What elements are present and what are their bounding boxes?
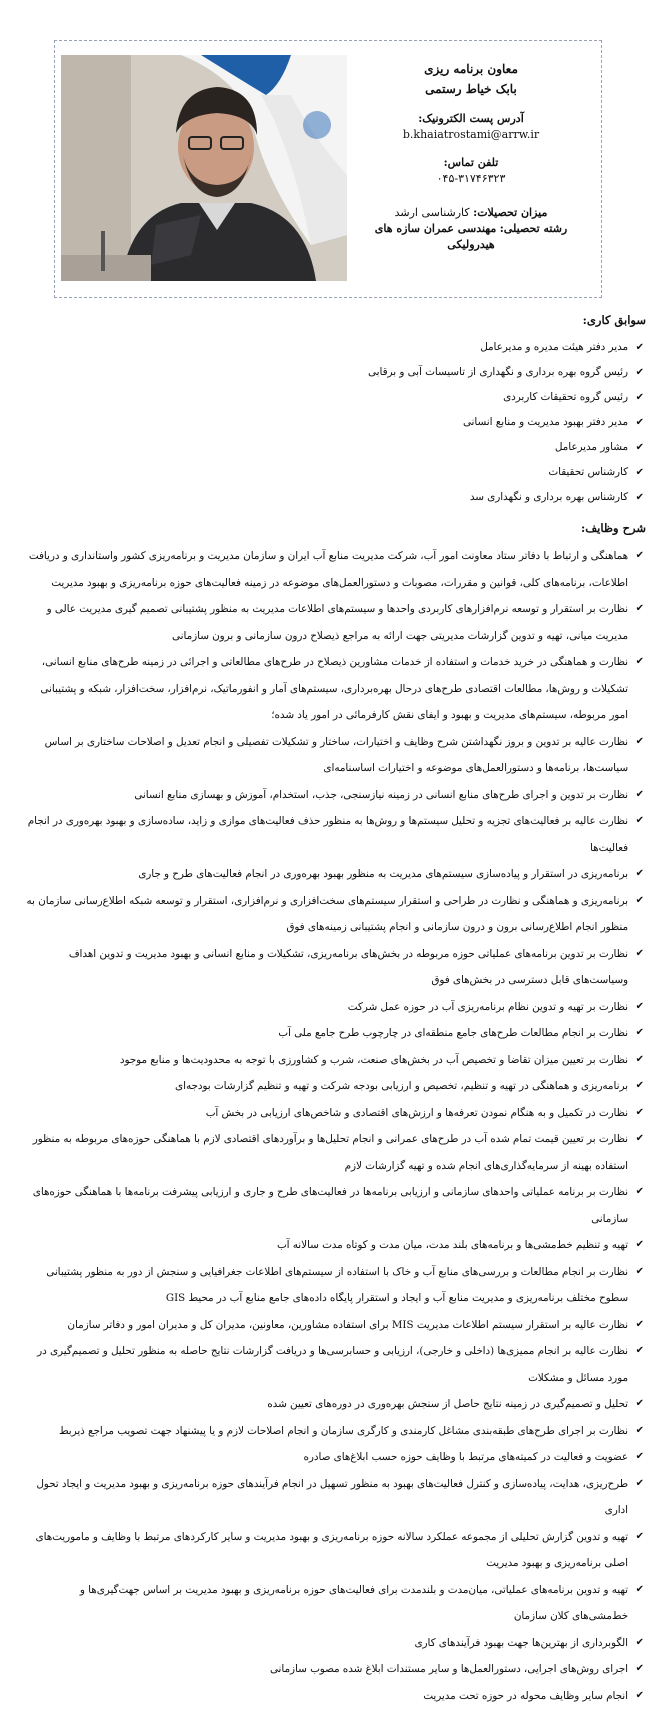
check-icon: ✔ [636,1444,644,1471]
list-item [24,941,644,994]
check-icon: ✔ [636,861,644,888]
list-item-text: نظارت بر تهیه و تدوین نظام برنامه‌ریزی آب در حوزه عمل شرکت [348,1001,628,1013]
list-item-text: نظارت بر استقرار و توسعه نرم‌افزارهای کاربردی واحدها و سیستم‌های اطلاعات مدیریت به منظور پشتیبانی تصمیم گیری مدیریت عالی و مدیریت میانی، تهیه و تدوین گزارشات مدیریتی جهت ارائه به مراجع ذیصلاح درون سازمانی و برون سازمانی [47,603,628,642]
list-item-text: نظارت عالیه بر استقرار سیستم اطلاعات مدیریت MIS برای استفاده مشاورین، معاونین، مدیران کل و مدیران امور و دفاتر سازمان [67,1319,628,1331]
check-icon: ✔ [636,941,644,968]
list-item-text: مدیر دفتر بهبود مدیریت و منابع انسانی [463,416,628,428]
check-icon: ✔ [636,1073,644,1100]
list-item [24,1179,644,1232]
check-icon: ✔ [636,360,644,385]
list-item-text: نظارت بر تعیین قیمت تمام شده آب در طرح‌های عمرانی و انجام تحلیل‌ها و برآوردهای اقتصادی لازم با هماهنگی حوزه‌های مربوطه به منظور استفاده بهینه از سرمایه‌گذاری‌های انجام شده و تهیه گزارشات لازم [33,1133,628,1172]
check-icon: ✔ [636,1126,644,1153]
list-item-text: اجرای روش‌های اجرایی، دستورالعمل‌ها و سایر مستندات ابلاغ شده مصوب سازمانی [270,1663,628,1675]
list-item [24,1418,644,1445]
list-item [24,360,644,385]
list-item [24,385,644,410]
position-title: معاون برنامه ریزی [351,59,591,79]
list-item-text: نظارت عالیه بر انجام ممیزی‌ها (داخلی و خارجی)، ارزیابی و حسابرسی‌ها و دریافت گزارشات نتایج حاصله به منظور تحلیل و تصمیم‌گیری در مورد مسائل و مشکلات [37,1345,628,1384]
list-item [24,861,644,888]
check-icon: ✔ [636,410,644,435]
list-item [24,335,644,360]
check-icon: ✔ [636,1577,644,1604]
education-level-label: میزان تحصیلات: [473,206,547,219]
list-item [24,782,644,809]
list-item-text: نظارت بر تدوین برنامه‌های عملیاتی حوزه مربوطه در بخش‌های برنامه‌ریزی، تشکیلات و منابع انسانی و بهبود مدیریت و تدوین اهداف وسیاست‌های قابل دسترسی در بخش‌های فوق [69,948,628,987]
list-item [24,1232,644,1259]
list-item-text: الگوبرداری از بهترین‌ها جهت بهبود فرآیندهای کاری [414,1637,628,1649]
list-item-text: رئیس گروه بهره برداری و نگهداری از تاسیسات آبی و برقابی [368,366,628,378]
list-item [24,649,644,729]
list-item-text: مدیر دفتر هیئت مدیره و مدیرعامل [480,341,628,353]
list-item [24,1630,644,1657]
check-icon: ✔ [636,1418,644,1445]
list-item [24,1073,644,1100]
check-icon: ✔ [636,1683,644,1709]
list-item-text: نظارت بر انجام مطالعات طرح‌های جامع منطقه‌ای در چارچوب طرح جامع ملی آب [278,1027,628,1039]
list-item-text: نظارت عالیه بر تدوین و بروز نگهداشتن شرح وظایف و اختیارات، ساختار و تشکیلات تفصیلی و انجام تعدیل و اصلاحات ساختاری بر اساس سیاست‌ها، برنامه‌ها و دستورالعمل‌های موضوعه و اختیارات اساسنامه‌ای [45,736,628,775]
email-address[interactable]: b.khaiatrostami@arrw.ir [351,127,591,143]
duties-heading: شرح وظایف: [581,520,646,536]
check-icon: ✔ [636,1100,644,1127]
list-item-text: نظارت و هماهنگی در خرید خدمات و استفاده از خدمات مشاورین ذیصلاح در طرح‌های مطالعاتی و اجرائی در زمینه طرح‌های منابع انسانی، تشکیلات و روش‌ها، مطالعات اقتصادی طرح‌های درحال بهره‌برداری، سیستم‌های آمار و انفورماتیک، نرم‌افزار، سخت‌افزار، شبکه و پشتیبانی امور مربوطه، سیستم‌های مدیریت و بهبود و ایفای نقش کارفرمائی در امور یاد شده؛ [40,656,628,721]
list-item [24,1524,644,1577]
list-item-text: نظارت عالیه بر فعالیت‌های تجزیه و تحلیل سیستم‌ها و روش‌ها به منظور حذف فعالیت‌های موازی و زاید، ساده‌سازی و بهبود بهره‌وری در انجام فعالیت‌ها [28,815,628,854]
list-item [24,1444,644,1471]
list-item [24,808,644,861]
education-level-row [351,205,591,221]
check-icon: ✔ [636,435,644,460]
list-item-text: طرح‌ریزی، هدایت، پیاده‌سازی و کنترل فعالیت‌های بهبود به منظور تسهیل در انجام فرآیندهای حوزه برنامه‌ریزی و بهبود مدیریت و ایجاد تحول اداری [36,1478,628,1517]
list-item [24,888,644,941]
list-item [24,1656,644,1683]
list-item [24,1312,644,1339]
phone-number: ۰۴۵-۳۱۷۴۶۳۲۳ [351,171,591,187]
list-item [24,543,644,596]
list-item [24,1100,644,1127]
list-item [24,410,644,435]
check-icon: ✔ [636,1656,644,1683]
profile-card [54,40,602,298]
list-item [24,596,644,649]
check-icon: ✔ [636,808,644,835]
list-item-text: تهیه و تدوین برنامه‌های عملیاتی، میان‌مدت و بلندمدت برای فعالیت‌های حوزه برنامه‌ریزی و بهبود مدیریت بر اساس جهت‌گیری‌ها و خط‌مشی‌های کلان سازمان [80,1584,628,1623]
check-icon: ✔ [636,994,644,1021]
check-icon: ✔ [636,1232,644,1259]
experience-heading: سوابق کاری: [583,312,646,328]
check-icon: ✔ [636,460,644,485]
list-item-text: نظارت بر تعیین میزان تقاضا و تخصیص آب در بخش‌های صنعت، شرب و کشاورزی با توجه به محدودیت‌ها و منابع موجود [120,1054,628,1066]
list-item-text: کارشناس بهره برداری و نگهداری سد [470,491,628,503]
email-label: آدرس پست الکترونیک: [351,111,591,127]
list-item [24,1259,644,1312]
list-item-text: نظارت در تکمیل و به هنگام نمودن تعرفه‌ها و ارزش‌های اقتصادی و شاخص‌های ارزیابی در بخش آب [206,1107,628,1119]
check-icon: ✔ [636,1179,644,1206]
check-icon: ✔ [636,335,644,360]
list-item-text: مشاور مدیرعامل [555,441,628,453]
check-icon: ✔ [636,649,644,676]
list-item-text: عضویت و فعالیت در کمیته‌های مرتبط با وظایف حوزه حسب ابلاغ‌های صادره [304,1451,628,1463]
list-item-text: هماهنگی و ارتباط با دفاتر ستاد معاونت امور آب، شرکت مدیریت منابع آب ایران و سازمان مدیریت و برنامه‌ریزی کشور واستانداری و دریافت اطلاعات، برنامه‌های کلی، قوانین و مقررات، مصوبات و دستورالعمل‌های موضوعه در زمینه فعالیت‌های حوزه برنامه‌ریزی و بهبود مدیریت [29,550,628,589]
list-item-text: کارشناس تحقیقات [548,466,628,478]
check-icon: ✔ [636,385,644,410]
check-icon: ✔ [636,782,644,809]
list-item-text: تهیه و تنظیم خط‌مشی‌ها و برنامه‌های بلند مدت، میان مدت و کوتاه مدت سالانه آب [277,1239,628,1251]
list-item [24,729,644,782]
duties-list [24,543,644,1709]
check-icon: ✔ [636,543,644,570]
list-item [24,994,644,1021]
check-icon: ✔ [636,1338,644,1365]
check-icon: ✔ [636,1471,644,1498]
experience-list [24,335,644,510]
list-item-text: برنامه‌ریزی و هماهنگی در تهیه و تنظیم، تخصیص و ارزیابی بودجه شرکت و تهیه و تنظیم گزارشات بودجه‌ای [175,1080,628,1092]
education-level-value: کارشناسی ارشد [395,206,470,219]
list-item [24,1126,644,1179]
check-icon: ✔ [636,1524,644,1551]
list-item-text: تحلیل و تصمیم‌گیری در زمینه نتایج حاصل از سنجش بهره‌وری در دوره‌های تعیین شده [267,1398,628,1410]
check-icon: ✔ [636,1391,644,1418]
list-item [24,1471,644,1524]
check-icon: ✔ [636,596,644,623]
check-icon: ✔ [636,1047,644,1074]
check-icon: ✔ [636,729,644,756]
list-item-text: نظارت بر برنامه عملیاتی واحدهای سازمانی و ارزیابی برنامه‌ها در فعالیت‌های طرح و جاری و ارزیابی پیشرفت برنامه‌ها با هماهنگی حوزه‌های سازمانی [33,1186,628,1225]
check-icon: ✔ [636,1259,644,1286]
check-icon: ✔ [636,888,644,915]
check-icon: ✔ [636,1020,644,1047]
check-icon: ✔ [636,1312,644,1339]
list-item-text: رئیس گروه تحقیقات کاربردی [503,391,628,403]
list-item-text: نظارت بر انجام مطالعات و بررسی‌های منابع آب و خاک با استفاده از سیستم‌های اطلاعات جغرافیایی و سنجش از دور به منظور پشتیبانی سطوح مختلف برنامه‌ریزی و مدیریت منابع آب و ایجاد و استقرار پایگاه داده‌های جامع منابع آب در محیط GIS [46,1266,628,1305]
list-item [24,1391,644,1418]
list-item-text: انجام سایر وظایف محوله در حوزه تحت مدیریت [423,1690,628,1702]
check-icon: ✔ [636,1630,644,1657]
list-item [24,485,644,510]
list-item-text: نظارت بر اجرای طرح‌های طبقه‌بندی مشاغل کارمندی و کارگری سازمان و انجام اصلاحات لازم و یا پیشنهاد جهت تصویب مراجع ذیربط [59,1425,628,1437]
list-item [24,1338,644,1391]
profile-info [351,59,591,253]
list-item-text: نظارت بر تدوین و اجرای طرح‌های منابع انسانی در زمینه نیازسنجی، جذب، استخدام، آموزش و بهسازی منابع انسانی [134,789,628,801]
list-item [24,1683,644,1709]
list-item [24,435,644,460]
list-item [24,1577,644,1630]
check-icon: ✔ [636,485,644,510]
list-item-text: تهیه و تدوین گزارش تحلیلی از مجموعه عملکرد سالانه حوزه برنامه‌ریزی و بهبود مدیریت و سایر کارکردهای مرتبط با وظایف و ماموریت‌های اصلی برنامه‌ریزی و بهبود مدیریت [36,1531,628,1570]
list-item [24,460,644,485]
field-row [351,221,591,253]
list-item [24,1047,644,1074]
portrait-photo [61,55,347,281]
phone-label: تلفن تماس: [351,155,591,171]
field-value: مهندسی عمران سازه های هیدرولیکی [375,222,496,251]
list-item-text: برنامه‌ریزی و هماهنگی و نظارت در طراحی و استقرار سیستم‌های سخت‌افزاری و نرم‌افزاری، استقرار و توسعه شبکه اطلاع‌رسانی سازمان به منظور انجام اطلاع‌رسانی برون و درون سازمانی و انجام پشتیبانی زمینه‌های فوق [26,895,628,934]
person-name: بابک خیاط رستمی [351,79,591,99]
field-label: رشته تحصیلی: [500,222,567,235]
list-item-text: برنامه‌ریزی در استقرار و پیاده‌سازی سیستم‌های مدیریت به منظور بهبود بهره‌وری در انجام فعالیت‌های طرح و جاری [138,868,628,880]
list-item [24,1020,644,1047]
